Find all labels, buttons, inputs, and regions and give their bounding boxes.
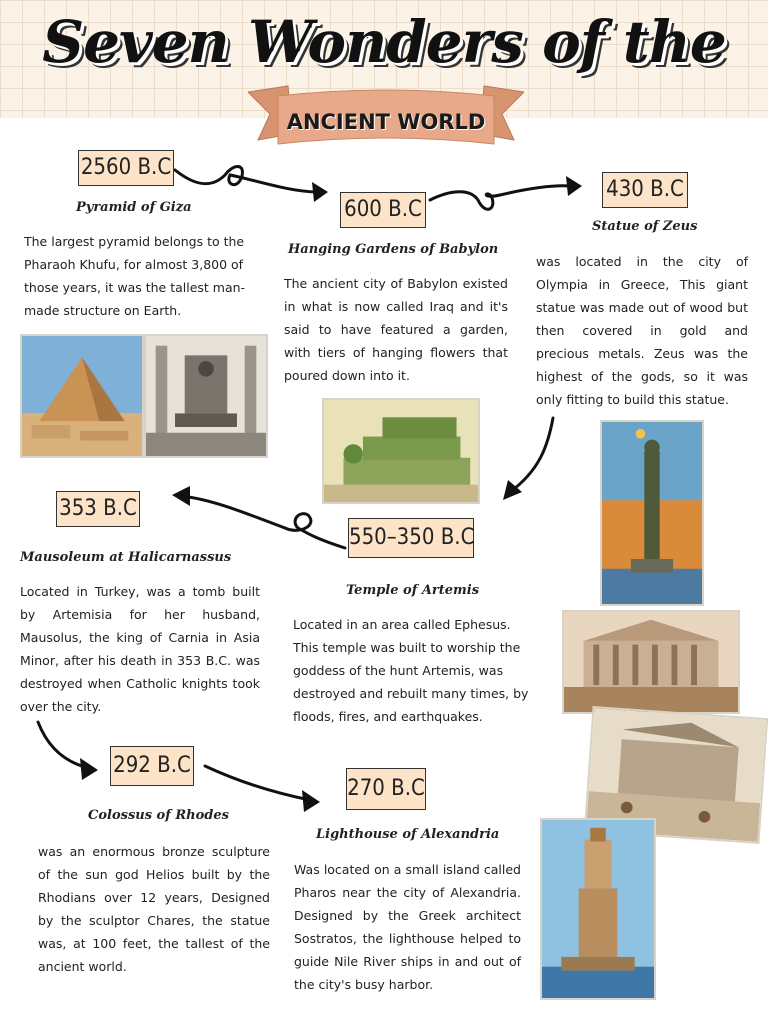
lighthouse-of-alexandria-image bbox=[540, 818, 656, 1000]
desc-pyramid-of-giza: The largest pyramid belongs to the Pharaoh Khufu, for almost 3,800 of those years, it was the tallest man-made structure on Earth. bbox=[24, 234, 246, 318]
desc-colossus-of-rhodes: was an enormous bronze sculpture of the sun god Helios built by the Rhodians over 12 years, Designed by the sculptor Chares, the statue was, at 100 feet, the tallest of the ancient world. bbox=[38, 844, 270, 974]
desc-lighthouse-of-alexandria: Was located on a small island called Pharos near the city of Alexandria. Designed by the Greek architect Sostratos, the lighthouse helped to guide Nile River ships in and out of the city's busy harbor. bbox=[294, 862, 521, 992]
statue-of-zeus-engraving-image bbox=[144, 334, 268, 458]
desc-mausoleum: Located in Turkey, was a tomb built by Artemisia for her husband, Mausolus, the king of Carnia in Asia Minor, after his death in 353 B.C. was destroyed when Catholic knights took over the city. bbox=[20, 584, 260, 714]
pyramid-of-giza-image bbox=[20, 334, 144, 458]
heading-mausoleum: Mausoleum at Halicarnassus bbox=[20, 550, 232, 565]
heading-pyramid-of-giza: Pyramid of Giza bbox=[76, 200, 192, 215]
desc-temple-of-artemis: Located in an area called Ephesus. This temple was built to worship the goddess of the hunt Artemis, was destroyed and rebuilt many times, by floods, fires, and earthquakes. bbox=[293, 617, 529, 724]
page-title: Seven Wonders of the bbox=[42, 8, 726, 76]
desc-hanging-gardens: The ancient city of Babylon existed in what is now called Iraq and it's said to have featured a garden, with tiers of hanging flowers that poured down into it. bbox=[284, 276, 508, 383]
colossus-of-rhodes-image bbox=[600, 420, 704, 606]
heading-temple-of-artemis: Temple of Artemis bbox=[346, 583, 480, 598]
date-box-pyramid-of-giza: 2560 B.C bbox=[78, 150, 174, 186]
date-box-colossus-of-rhodes: 292 B.C bbox=[110, 746, 194, 786]
date-box-temple-of-artemis: 550–350 B.C bbox=[348, 518, 474, 558]
heading-colossus-of-rhodes: Colossus of Rhodes bbox=[88, 808, 229, 823]
ribbon-title: ANCIENT WORLD bbox=[286, 110, 486, 134]
date-box-hanging-gardens: 600 B.C bbox=[340, 192, 426, 228]
heading-lighthouse-of-alexandria: Lighthouse of Alexandria bbox=[316, 827, 500, 842]
heading-statue-of-zeus: Statue of Zeus bbox=[592, 219, 698, 234]
temple-of-artemis-image bbox=[562, 610, 740, 714]
heading-hanging-gardens: Hanging Gardens of Babylon bbox=[288, 242, 499, 257]
date-box-lighthouse-of-alexandria: 270 B.C bbox=[346, 768, 426, 810]
date-box-mausoleum: 353 B.C bbox=[56, 491, 140, 527]
desc-statue-of-zeus: was located in the city of Olympia in Greece, This giant statue was made out of wood but then covered in gold and precious metals. Zeus was the highest of the gods, so it was only fitting to build this statue. bbox=[536, 254, 748, 407]
date-box-statue-of-zeus: 430 B.C bbox=[602, 172, 688, 208]
hanging-gardens-image bbox=[322, 398, 480, 504]
